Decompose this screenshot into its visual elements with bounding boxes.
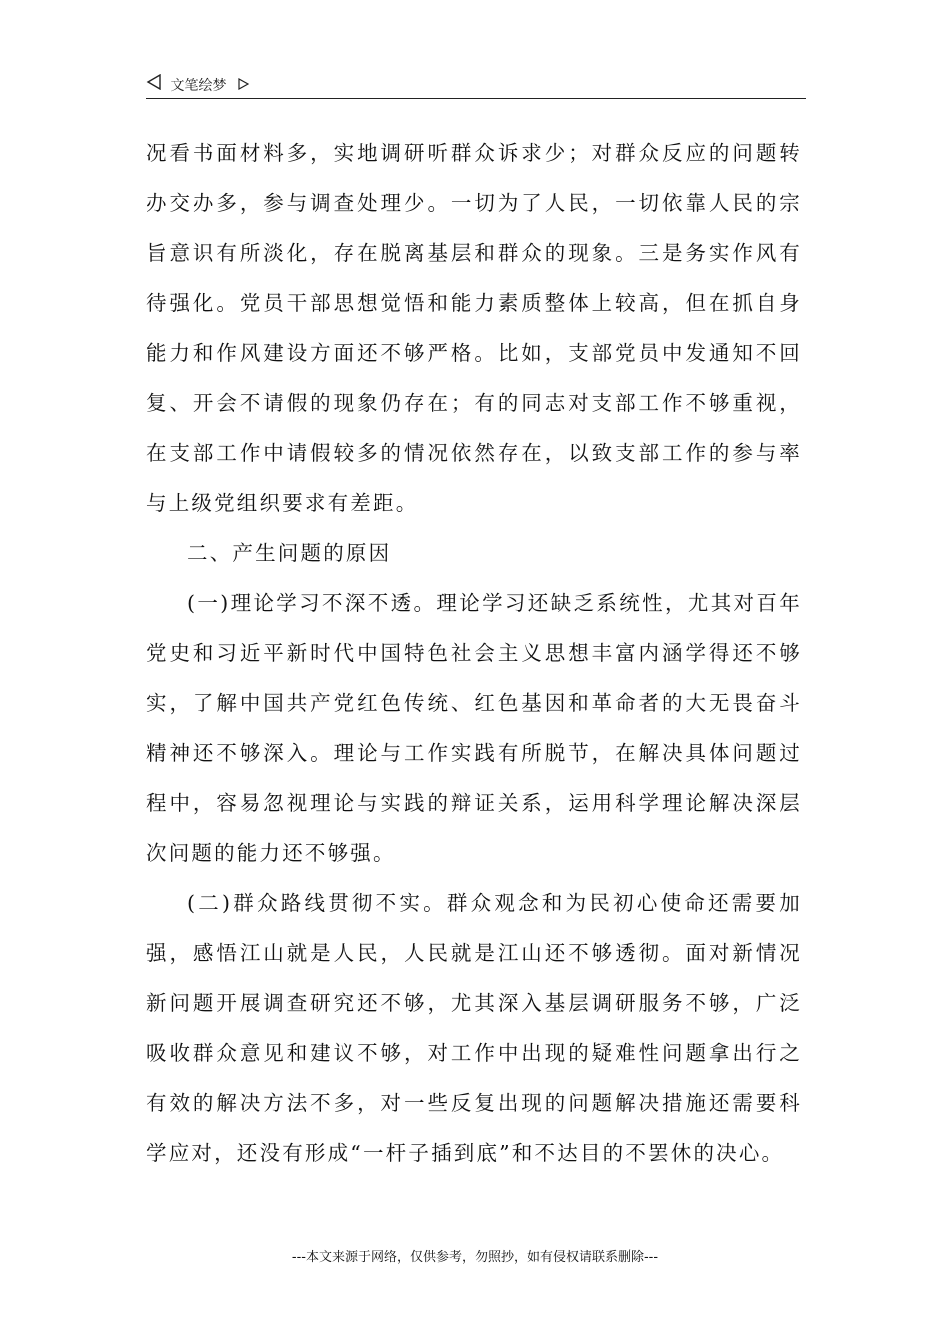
paragraph: 况看书面材料多，实地调研听群众诉求少；对群众反应的问题转办交办多，参与调查处理少。一切为了人民，一切依靠人民的宗旨意识有所淡化，存在脱离基层和群众的现象。三是务实作风有待强化。党员干部思想觉悟和能力素质整体上较高，但在抓自身能力和作风建设方面还不够严格。比如，支部党员中发通知不回复、开会不请假的现象仍存在；有的同志对支部工作不够重视，在支部工作中请假较多的情况依然存在，以致支部工作的参与率与上级党组织要求有差距。: [146, 141, 802, 515]
footer-disclaimer: ---本文来源于网络，仅供参考，勿照抄，如有侵权请联系删除---: [291, 1250, 659, 1265]
header-title: 文笔绘梦: [170, 77, 227, 94]
triangle-left-icon: [146, 74, 162, 97]
section-heading: 二、产生问题的原因: [187, 541, 392, 565]
paragraph: (一)理论学习不深不透。理论学习还缺乏系统性，尤其对百年党史和习近平新时代中国特色社会主义思想丰富内涵学得还不够实，了解中国共产党红色传统、红色基因和革命者的大无畏奋斗精神还不够深入。理论与工作实践有所脱节，在解决具体问题过程中，容易忽视理论与实践的辩证关系，运用科学理论解决深层次问题的能力还不够强。: [146, 591, 802, 865]
header-rule: [146, 98, 806, 99]
paragraph: (二)群众路线贯彻不实。群众观念和为民初心使命还需要加强，感悟江山就是人民，人民就是江山还不够透彻。面对新情况新问题开展调查研究还不够，尤其深入基层调研服务不够，广泛吸收群众意见和建议不够，对工作中出现的疑难性问题拿出行之有效的解决方法不多，对一些反复出现的问题解决措施还需要科学应对，还没有形成“一杆子插到底”和不达目的不罢休的决心。: [146, 891, 802, 1165]
document-body: [146, 128, 802, 1178]
triangle-right-icon: [237, 75, 249, 97]
page-header: [146, 74, 806, 96]
